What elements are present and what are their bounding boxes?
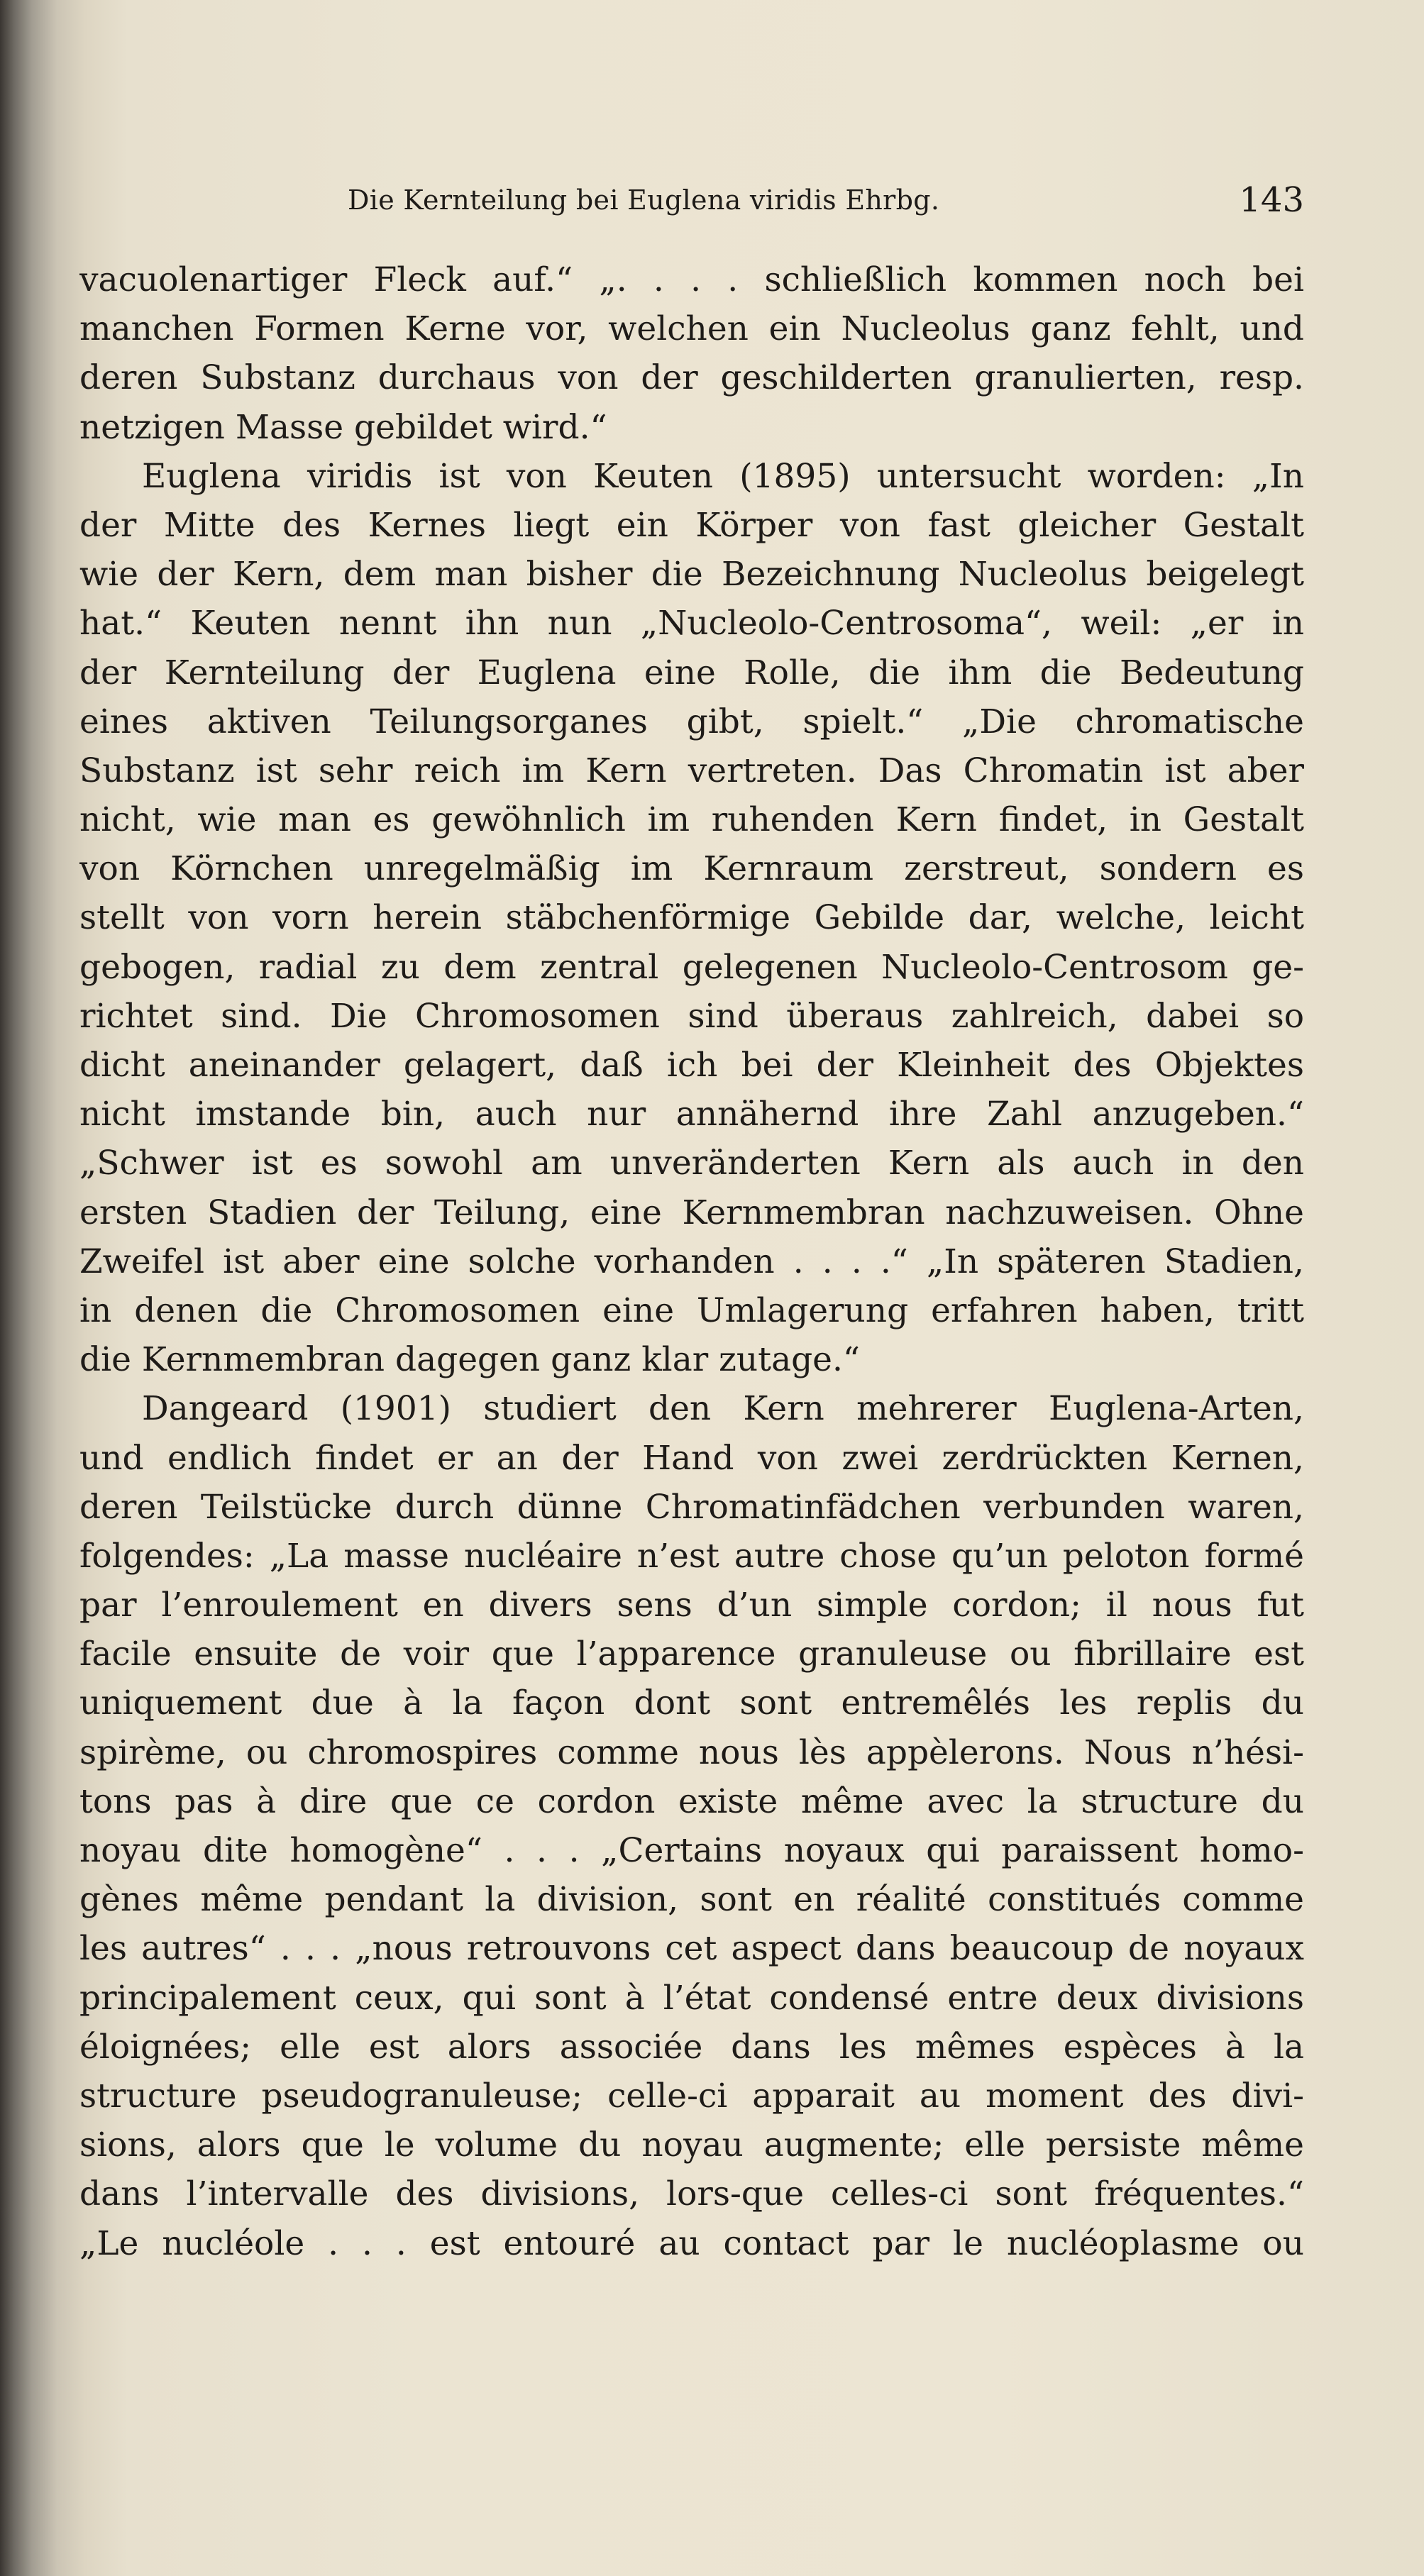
text-line: der Kernteilung der Euglena eine Rolle, die ihm die Bedeutung <box>79 653 1304 692</box>
text-line: in denen die Chromosomen eine Umlagerung erfahren haben, tritt <box>79 1290 1304 1330</box>
text-line: tons pas à dire que ce cordon existe même avec la structure du <box>79 1781 1304 1821</box>
text-line: ersten Stadien der Teilung, eine Kernmembran nachzuweisen. Ohne <box>79 1193 1304 1232</box>
text-line: facile ensuite de voir que l’apparence granuleuse ou fibrillaire est <box>79 1635 1304 1674</box>
book-page <box>79 177 1304 2268</box>
running-header <box>79 177 1304 237</box>
text-line: dicht aneinander gelagert, daß ich bei der Kleinheit des Objektes <box>79 1046 1304 1085</box>
text-line: les autres“ . . . „nous retrouvons cet aspect dans beaucoup de noyaux <box>79 1929 1304 1969</box>
text-line: vacuolenartiger Fleck auf.“ „. . . . schließlich kommen noch bei <box>79 260 1304 299</box>
text-line: structure pseudogranuleuse; celle-ci apparait au moment des divi- <box>79 2076 1304 2116</box>
text-line: éloignées; elle est alors associée dans les mêmes espèces à la <box>79 2027 1304 2067</box>
text-line: hat.“ Keuten nennt ihn nun „Nucleolo-Centrosoma“, weil: „er in <box>79 604 1304 643</box>
text-line: spirème, ou chromospires comme nous lès appèlerons. Nous n’hési- <box>79 1732 1304 1772</box>
body-text <box>79 255 1304 2268</box>
text-line: der Mitte des Kernes liegt ein Körper von fast gleicher Gestalt <box>79 505 1304 545</box>
running-title: Die Kernteilung bei Euglena viridis Ehrbg. <box>348 184 940 216</box>
text-line: „Schwer ist es sowohl am unveränderten Kern als auch in den <box>79 1144 1304 1183</box>
text-line: die Kernmembran dagegen ganz klar zutage.“ <box>79 1340 860 1380</box>
text-line: manchen Formen Kerne vor, welchen ein Nucleolus ganz fehlt, und <box>79 309 1304 349</box>
text-line: eines aktiven Teilungsorganes gibt, spielt.“ „Die chromatische <box>79 702 1304 741</box>
text-line: deren Substanz durchaus von der geschilderten granulierten, resp. <box>79 358 1304 398</box>
text-line: gènes même pendant la division, sont en réalité constitués comme <box>79 1880 1304 1920</box>
text-line: nicht, wie man es gewöhnlich im ruhenden Kern findet, in Gestalt <box>79 800 1304 840</box>
text-line: Euglena viridis ist von Keuten (1895) untersucht worden: „In <box>142 456 1304 496</box>
text-line: nicht imstande bin, auch nur annähernd ihre Zahl anzugeben.“ <box>79 1095 1304 1134</box>
text-line: und endlich findet er an der Hand von zwei zerdrückten Kernen, <box>79 1438 1304 1478</box>
text-line: Substanz ist sehr reich im Kern vertreten. Das Chromatin ist aber <box>79 751 1304 790</box>
text-line: wie der Kern, dem man bisher die Bezeichnung Nucleolus beigelegt <box>79 555 1304 595</box>
text-line: par l’enroulement en divers sens d’un simple cordon; il nous fut <box>79 1586 1304 1625</box>
text-line: richtet sind. Die Chromosomen sind überaus zahlreich, dabei so <box>79 996 1304 1036</box>
text-line: deren Teilstücke durch dünne Chromatinfädchen verbunden waren, <box>79 1487 1304 1527</box>
text-line: folgendes: „La masse nucléaire n’est autre chose qu’un peloton formé <box>79 1536 1304 1576</box>
text-line: netzigen Masse gebildet wird.“ <box>79 407 607 447</box>
text-line: Dangeard (1901) studiert den Kern mehrerer Euglena-Arten, <box>142 1389 1304 1429</box>
text-line: „Le nucléole . . . est entouré au contact par le nucléoplasme ou <box>79 2223 1304 2263</box>
page-number: 143 <box>1239 180 1304 220</box>
text-line: dans l’intervalle des divisions, lors-que celles-ci sont fréquentes.“ <box>79 2174 1304 2214</box>
text-line: noyau dite homogène“ . . . „Certains noyaux qui paraissent homo- <box>79 1831 1304 1870</box>
text-line: principalement ceux, qui sont à l’état condensé entre deux divisions <box>79 1978 1304 2018</box>
text-line: sions, alors que le volume du noyau augmente; elle persiste même <box>79 2126 1304 2165</box>
text-line: Zweifel ist aber eine solche vorhanden . . . .“ „In späteren Stadien, <box>79 1242 1304 1281</box>
text-line: von Körnchen unregelmäßig im Kernraum zerstreut, sondern es <box>79 849 1304 889</box>
text-line: stellt von vorn herein stäbchenförmige Gebilde dar, welche, leicht <box>79 898 1304 938</box>
text-line: gebogen, radial zu dem zentral gelegenen Nucleolo-Centrosom ge- <box>79 947 1304 987</box>
text-line: uniquement due à la façon dont sont entremêlés les replis du <box>79 1684 1304 1723</box>
